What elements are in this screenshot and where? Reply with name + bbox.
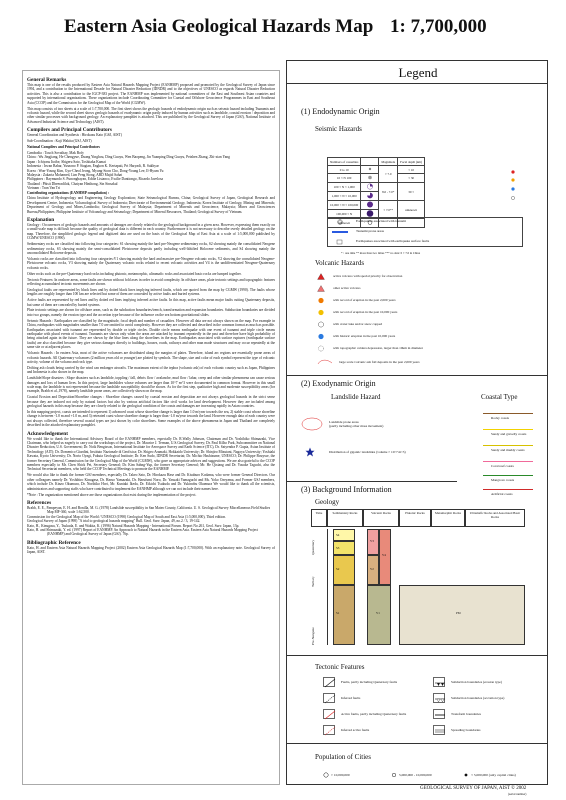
tsunami-quake-icon xyxy=(332,219,348,225)
volcano-active-icon xyxy=(317,285,325,292)
coast-swatch-rocky xyxy=(483,413,533,414)
reference-item: Kato, H. and Shimazaki, Y. ed. (1997) Report of EANHMP. An Approach to Natural Hazards in the Eastern Asia. Eastern Asia Natural Hazards Mapping Project (EANHMP) and Geological Survey of Japan (GSJ). 76p. xyxy=(27,527,259,537)
transform-boundary-icon xyxy=(433,709,445,719)
bibliographic-heading: Bibliographic Reference xyxy=(27,539,81,546)
explanation-paragraph: Sedimentary rocks are classified into following four categories: S1 showing mainly the hard pre-Neogene sedimentary rocks, S2 showing mainly the consolidated Neogene sedimentary rocks, S3 showing mainly the semi-consolidated Pleistocene deposits partly including well-lithified Holocene sediments, and S4 showing mainly the unconsolidated Holocene deposits. xyxy=(27,242,275,255)
coast-label: Artificial coasts xyxy=(491,492,513,496)
remarks-heading: General Remarks xyxy=(27,77,67,83)
quake-symbol-icon xyxy=(361,201,379,210)
reference-item: Geological Survey of Japan (1998) "A trial to geological hazards mapping" Bull. Geol. Surv. Japan, 49, no.2 / 3, 19-142. xyxy=(27,519,201,524)
tsunami-prone-label: Tsunami prone areas xyxy=(356,229,385,233)
geo-unit-v4: V4 xyxy=(379,529,391,585)
geo-header: Volcanic Rocks xyxy=(363,509,399,527)
depth-color-icons xyxy=(509,169,517,201)
population-label: < 5,000,000 (only capital cities) xyxy=(471,773,516,777)
seis-header-depth: Focal depth (km) xyxy=(398,158,425,166)
explanation-paragraph: Drifting ash clouds being carried by the wind can endanger aircrafts. The maximum extent of the tephra (volcanic ash) of each volcanic country such as Japan, Philippines and Indonesia is also shown in the map. xyxy=(27,365,275,375)
section-divider xyxy=(287,481,457,482)
seismic-extra-rows xyxy=(327,217,523,247)
depth-value: 30 < xyxy=(398,183,425,201)
member-item: Indonesia : Irwan Bahar, Yusnono P. Siagian, Engkon K. Kertapati, Pri Haryadi, R. Sukhyar xyxy=(27,164,159,169)
geo-header: Metamorphic Rocks xyxy=(431,509,465,527)
volcano-10000-icon xyxy=(317,309,325,316)
volcano-2000-icon xyxy=(317,297,325,304)
sub-coordination: Sub-Coordination : Kaji Wakita (GSJ, AIST) xyxy=(27,139,92,144)
fault-icon xyxy=(323,677,335,687)
explanation-paragraph: Volcanic Hazards : In eastern Asia, most of the active volcanoes are distributed along the margins of plates. Therefore, island arc regions are essentially prone areas of volcanic hazards. All Quaternary volcanoes (2 million years old or younger) are plotted by symbols. The shape, size and color of each symbol represent the type of volcanic activity, volume of the volcano and rock type. xyxy=(27,351,275,364)
subduction-accretion-icon xyxy=(433,693,445,703)
member-item: Korea : Won-Young Kim, Gyo-Cheol Jeong, Myung-Soon Cho, Dong-Young Lee, Il-Hyum Yu xyxy=(27,168,164,173)
explanation-paragraph: Geology : Occurrences of geologic hazards and amounts of damages are closely related to the geological background in a given area. However, expressing them exactly on a small-scale map is difficult because the quality of geological data is different in each country. Furthermore it is not necessary to describe overly detailed geology on the map. Therefore, the simplified geologic legend and digitized data are used on the basis of the Geological Map of East Asia at a scale of 1:5,000,000 published by CGMW/UNESCO (1990). xyxy=(27,223,275,241)
member-item: Cambodia : Touch Sovathay, Mak Bofy xyxy=(27,150,84,155)
acknowledgement-note: *Note : The organization mentioned above are those organizations that exist during the implementation of the project. xyxy=(27,492,197,497)
population-label: > 10,000,000 xyxy=(331,773,350,777)
gigantic-landslide-label: Distribution of gigantic landslides (volume > 10^7 m^3) xyxy=(329,450,406,454)
geo-unit-v2: V2 xyxy=(367,555,379,585)
seis-header-symbol xyxy=(361,158,379,166)
member-item: Philippines : Raymundo S. Punongbayan, Eddie Listanco, Ewilie Dantiongo, Ricardo Javelosa xyxy=(27,177,163,182)
depth-value: < 30 xyxy=(398,174,425,183)
quake-symbol-icon xyxy=(361,183,379,192)
geo-unit-s3: S3 xyxy=(333,541,355,555)
geo-unit-s2: S2 xyxy=(333,555,355,585)
coast-swatch-artificial xyxy=(483,489,533,490)
explanation-heading: Explanation xyxy=(27,217,55,224)
inferred-active-fault-icon xyxy=(323,725,335,735)
member-item: Vietnam : Tran Van Tri xyxy=(27,186,61,191)
geology-heading: Geology xyxy=(315,498,340,506)
geo-header: Sedimentary Rocks xyxy=(327,509,363,527)
member-item: Malaysia : Zakaria Mohamed, Lim Peng Siong, ABD Majid Sahat xyxy=(27,172,123,177)
map-title: Eastern Asia Geological Hazards Map xyxy=(64,16,374,37)
coast-label: Rocky coasts xyxy=(491,416,509,420)
remarks-paragraph-1: This map is one of the results produced by Eastern Asia Natural Hazards Mapping Project (EANHMP) proposed and promoted by the Geological Survey of Japan since 1994, and a contribution to the International Decade for Natural Disaster Reduction (IDNDR) and to the objectives of UNESCO as regards Natural Disaster Reduction activities. This is also a contribution to the IGCP-383 project. The EANHMP was implemented by national committees of the East and Southeast Asian countries and supported by international organizations. These organizations include Coordinating Committee for Coastal and Offshore Geoscience Programmes in East and Southeast Asia (CCOP) and the Commission for the Geological Map of the World (CGMW). xyxy=(27,83,275,105)
remarks-paragraph-2: This map consists of two sheets at a scale of 1:7,700,000. The first sheet shows the geologic hazards of endodynamic origin such as seismic hazard including Tsunamis and volcanic hazard, while the second sheet shows geologic hazards of exodynamic origin partly induced by human activities such as landslide, coastal erosion / deposition and other similar processes with background geology. An explanatory pamphlet is attached. This are published by the Geological Survey of Japan (GSJ), National Institute of Advanced Industrial Science and Technology (AIST). xyxy=(27,106,275,124)
geo-unit-v3: V3 xyxy=(367,529,379,555)
city-large-icon xyxy=(323,772,329,778)
explanation-paragraph: Coastal Erosion and Deposition/Shoreline changes : Shoreline changes caused by coastal erosion and deposition are not always geological hazards in the strict sense because they are induced not only by natural factors but also by various artificial factors like civil works for land development. However they are included among geological hazards in this map because they are closely related to the geological condition of the coasts and damages are increasing rapidly in Asian countries. xyxy=(27,395,275,409)
section-divider xyxy=(287,743,548,744)
tsunami-quake-label: Earthquakes associated with tsunami xyxy=(356,219,406,223)
general-coordination: General Coordination and Synthesis : Hirokazu Kato (GSJ, AIST) xyxy=(27,133,122,138)
member-item: China : Wu Jingjiang, He Chengyue, Duang Yinghou, Ding Guoyu, Wen Baopeng, Jin Yuanping Ding Guoyu, Peizhen Zhang, Zhi-xian Yang xyxy=(27,155,230,160)
contrib-heading: Contributing organizations (EANHMP compilation) : xyxy=(27,190,110,195)
reference-item: Kato, H., Kinugasa, Y., Tsukuda, E. and Wakita, K. (1996) Natural Hazards Mapping - International Forum. Report No.261, Geol. Surv. Japan, 13p. xyxy=(27,523,240,528)
geo-unit-v1: V1 xyxy=(367,585,391,645)
casualty-value: 10 < N 100 xyxy=(328,174,361,183)
coast-swatch-sandy-mud xyxy=(483,445,533,446)
caldera-icon xyxy=(317,345,325,352)
member-item: Japan : Ichiyasu Itoibe, Shigeru Sato, Toshitaka Kamai xyxy=(27,159,106,164)
landslide-prone-icon xyxy=(301,417,323,431)
bibliographic-text: Kato, H. and Eastern Asia Natural Hazards Mapping Project (2002) Eastern Asia Geological Hazards Map (1:7,700,000). With an explanatory note. Geological Survey of Japan, AIST. xyxy=(27,545,275,555)
gigantic-landslide-icon xyxy=(305,447,315,457)
geology-legend-chart xyxy=(311,509,537,649)
explanation-paragraph: Geological faults are represented by black lines and by dotted black lines implying inferred faults, which are quoted from the map by CGMW (1990). The faults whose lengths are roughly longer than 100 km are selected but some of them are concealed by active faults and buried systems. xyxy=(27,287,275,297)
acknowledgement-text-2: We would also like to thank the former GSJ members, especially Dr. Takeo Sato, Dr. Hirokazu Hase and Dr. Kisaburo Kodama, who were former General Directors. Our other colleagues namely Dr. Yoshihiro Kinugasa, Dr. Haruo Yamazaki, Dr. Harufumi Noro, Dr. Yasuaki Yamaguchi and Ms. Yoko Ozeyama, and Former GSJ members, which include Dr. Kinzo Okumura, Dr. Norihiko Hori, Mr. Kuniaki Ikeda, Dr. Eikichi Tsukuda and Dr. Yukinobu Okamura We would like to thank all the scientists, administrators and supporting staffs who have contributed to implement the EANHMP although we can not include their names here. xyxy=(27,473,275,491)
explanation-paragraph: Seismic Hazards : Earthquakes are classified by the magnitude, focal depth and number of casualties. However all data are not always shown on the map. For example in China, earthquakes with magnitudes smaller than 7.0 are omitted to avoid complexity. However they are collected and described in the common format as much as possible. Earthquakes associated with tsunami are represented by double or triple circles. Double circle means earthquake with one event of tsunami and triple circle means earthquake with plural events of tsunami. Tsunamis are shown only when the areas are attacked by tsunami repeatedly in the past and therefore have high probability of being attacked again in the future. They are shown by the blue lines along the shorelines in the map. Earthquakes associated with surface ruptures (earthquake surface faults) are also classified because they give serious damages directly to buildings, houses, roads, railways and other man made structures and may occur repeatedly at the same site or at adjacent places. xyxy=(27,318,275,350)
casualty-value: 100 < N < 1,000 xyxy=(328,183,361,192)
casualty-value: unknown xyxy=(328,219,361,228)
legend-divider xyxy=(287,83,548,84)
geo-header: Plutonic Rocks xyxy=(399,509,431,527)
city-medium-icon xyxy=(391,772,397,778)
volcanic-heading: Volcanic Hazards xyxy=(315,259,365,267)
national-compilers-heading: National Compilers and Principal Contributors xyxy=(27,144,100,149)
geo-header: Time xyxy=(311,509,327,527)
coastal-heading: Coastal Type xyxy=(481,393,518,401)
section-divider xyxy=(287,655,548,656)
map-scale: 1: 7,700,000 xyxy=(390,16,487,37)
casualty-value: 10,000 < N < 100,000 xyxy=(328,201,361,210)
contrib-text: China Institute of Hydrogeology and Engineering Geology Exploration; State Seismological Bureau, China; Geological Survey of Japan, Geological Research and Development Centre, Indonesia; Volcanological Survey of Indonesia; Directorate of Environmental Geology, Indonesia; Korea Institute of Geology, Mining and Minerals; Department of Geology and Mines,Cambodia; Geological Survey of Malaysia; Department of Minerals and Geoscience, Malaysia; Mines and Geosciences Bureau,Philippines; Philippine Institute of Volcanology and Seismology; Department of Mineral Resources, Thailand; Geological Survey of Vietnam. xyxy=(27,196,275,214)
geo-unit-s1: S1 xyxy=(333,585,355,645)
magnitude-value: 8.0 - 7.0* xyxy=(379,183,398,201)
explanation-paragraph: Plate tectonic settings are shown for offshore areas, such as the subduction boundaries/trench, transformation and expansion boundaries. Subduction boundaries are divided into two groups, namely the erosion type and the accretion type because of the influence on the sea bottom gravitational slides. xyxy=(27,308,275,317)
active-fault-icon xyxy=(323,709,335,719)
section-divider xyxy=(287,375,548,376)
coast-label: Sandy and gravelly coasts xyxy=(491,432,527,436)
explanation-paragraph: Tectonic Features: In onshore areas, some faults are shown without fold axes in order to avoid complexity. In offshore areas, plate tectonic settings and topographic features reflecting accumulated tectonic movements are shown. xyxy=(27,277,275,286)
serial-number: (serial number) xyxy=(508,792,527,796)
endodynamic-heading: (1) Endodynamic Origin xyxy=(301,107,380,116)
reference-item: Brabb, E. E., Pampeyan, E. H. and Bonilla, M. G. (1978) Landslide susceptibility in San Mateo County, California. U. S. Geological Survey Miscellaneous Field Studies Map MF-360, scale 1:62,500. xyxy=(27,505,271,515)
tsunami-line-icon xyxy=(332,231,348,233)
explanation-paragraph: Landslide/Slope disasters : Slope disasters such as landslide, toppling / fall, debris flow / avalanche, mud flow / lahar, creep and other similar phenomena can cause serious damages and loss of human lives. In this project, large landslides whose volumes are larger than 10^7 m^3 were documented in common format. However in this small scale map, the landslide is not represented because the landslide susceptibility should be shown. As for the first step, qualitative high and moderate susceptibility areas (for example, Brabb et al.,1978), namely landslide prone areas, are collectively shown on the map. xyxy=(27,376,275,394)
acknowledgement-heading: Acknowledgement xyxy=(27,430,68,437)
geo-age-label: Quaternary xyxy=(311,539,315,555)
casualty-value: 100,000 < N xyxy=(328,210,361,219)
volcano-priority-icon xyxy=(317,273,325,280)
member-list xyxy=(27,151,275,191)
coast-label: Sandy and muddy coasts xyxy=(491,448,525,452)
compilers-heading: Compilers and Principal Contributors xyxy=(27,127,112,134)
casualty-value: 1,000 < N < 10,000 xyxy=(328,192,361,201)
magnitude-value: < 7.0** xyxy=(379,201,398,219)
quake-symbol-icon xyxy=(361,174,379,183)
explanatory-text-panel xyxy=(22,70,280,785)
references-heading: References xyxy=(27,499,52,506)
legend-panel: Legend (1) Endodynamic Origin Seismic Hazards Numbers of casualties Magnitude Focal depth (km) 0 to 10 > 7.0 < 10 10 < N 100 < 30 100 < N < 1,000 8.0 - 7.0* 30 < 1,000 < N < 10,000 10,000 < N < 100,000 < 7.0** unknown 100,000 < N unknown Earthquakes associated with tsunami Tsunami prone areas Earthquakes associated with earthquake surface faults * : one time ** more than two times *** no data: 0 > 7.0 in China Volcanic Hazards active volcano with special priority for observation other active volcano with record of eruption in the past 2,000 years with record of eruption in the past 10,000 years with crater lake and/or snow capped with historic eruption in the past 10,000 years with topographic caldera depression, larger than 10km in diameter large scale volcanic ash fall deposits in the past 2,000 years (2) Exodynamic Origin Landslide Hazard Coastal Type Landslide prone areas (partly including other mass movement) Distribution of gigantic landslides (volume > 10^7 m^3) Rocky coasts Sandy and gravelly coasts Sandy and muddy coasts Coral reef coasts Mangrove coasts Artificial coasts (3) Background Information Geology Time Sedimentary Rocks Volcanic Rocks Plutonic Rocks Metamorphic Rocks Ultramafic Rocks and Associated Basic Rocks Quaternary Tertiary Pre-Neogene S4 S3 S2 S1 V3 V4 V2 V1 PM Tectonic Features Faults, partly including Quaternary faults Inferred faults Active faults, partly including Quaternary faults Inferred active faults Subduction boundaries (erosion type) Subduction boundaries (accretion type) Transform boundaries Spreading boundaries Population of Cities > 10,000,000 5,000,000 - 10,000,000 < 5,000,000 (only capital cities) xyxy=(286,60,548,785)
geo-header: Ultramafic Rocks and Associated Basic Rocks xyxy=(465,509,525,527)
coast-swatch-mangrove xyxy=(483,475,533,476)
coast-swatch-sandy-gravel xyxy=(483,429,533,430)
explanation-paragraph: Volcanic rocks are classified into following four categories:V1 showing mainly the hard and massive pre-Neogene volcanic rocks, V2 showing the consolidated Neogene-Pleistocene volcanic rocks, V3 showing mainly the Quaternary volcanic rocks related to recent volcanic activities and V4 is the undifferentiated Neogene-Quaternary volcanic rocks. xyxy=(27,256,275,270)
geo-age-label: Tertiary xyxy=(311,576,315,587)
depth-value: unknown xyxy=(398,201,425,219)
magnitude-value: > 7.0 xyxy=(379,166,398,183)
geo-unit-s4: S4 xyxy=(333,529,355,541)
member-item: Thailand : Phisit Dheeradilok, Chaiyan Hinthong, Sin Sinsakul xyxy=(27,181,118,186)
legend-title: Legend xyxy=(398,65,438,80)
population-heading: Population of Cities xyxy=(315,753,371,761)
explanation-paragraph: In this mapping project, coasts are intended to represent 1) advanced coast whose shoreline change is larger than 1.0 m/year towards the sea, 2) stable coast whose shoreline change is between -1.0 m and +1.0 m, and 3) retreated coast whose shoreline change is larger than -1.0 m/year towards the land. However enough data of each country were not always collected, therefore several coastal types are just shown by color shorelines. Some examples of the above phenomena in Japan and Thailand are completely described in the attached explanatory pamphlet. xyxy=(27,410,275,428)
inferred-fault-icon xyxy=(323,693,335,703)
geo-age-label: Pre-Neogene xyxy=(311,627,315,645)
seis-header-casualties: Numbers of casualties xyxy=(328,158,361,166)
quake-symbol-icon xyxy=(361,166,379,174)
population-label: 5,000,000 - 10,000,000 xyxy=(399,773,432,777)
publisher-footer: GEOLOGICAL SURVEY OF JAPAN, AIST © 2002 xyxy=(420,786,527,791)
surface-fault-label: Earthquakes associated with earthquake surface faults xyxy=(356,239,430,243)
coast-label: Coral reef coasts xyxy=(491,464,514,468)
city-capital-icon xyxy=(463,772,469,778)
coast-swatch-coral xyxy=(483,461,533,462)
subduction-erosion-icon xyxy=(433,677,445,687)
reference-item: Commission for the Geological Map of the World / UNESCO (1990) Geological Map of South and East Asia (1:5,000,000), Third edition. xyxy=(27,514,227,519)
ash-fall-icon xyxy=(317,359,333,366)
seis-header-magnitude: Magnitude xyxy=(379,158,398,166)
volcano-historic-icon xyxy=(317,333,325,340)
landslide-heading: Landslide Hazard xyxy=(331,393,381,401)
tectonic-heading: Tectonic Features xyxy=(315,663,365,671)
exodynamic-heading: (2) Exodynamic Origin xyxy=(301,379,376,388)
casualty-value: 0 to 10 xyxy=(328,166,361,174)
explanation-paragraph: Other rocks such as the pre-Quaternary hard rocks including plutonic, metamorphic, ultramafic rocks and associated basic rocks are lumped together. xyxy=(27,271,242,276)
surface-fault-icon xyxy=(332,239,348,245)
quake-symbol-icon xyxy=(361,192,379,201)
explanation-paragraph: Active faults are represented by red lines and by dotted red lines implying inferred active faults. In this map, active faults mean major faults cutting Quaternary deposits, but some of them are concealed by buried systems. xyxy=(27,298,275,307)
seismic-heading: Seismic Hazards xyxy=(315,125,362,133)
depth-value: < 10 xyxy=(398,166,425,174)
geo-unit-pm: PM xyxy=(399,585,525,645)
header xyxy=(0,0,566,60)
seismic-note: * : one time ** more than two times *** no data: 0 > 7.0 in China xyxy=(341,251,421,255)
landslide-prone-label: Landslide prone areas (partly including other mass movement) xyxy=(329,420,384,428)
acknowledgement-text: We would like to thank the International Advisory Board of the EANHMP members, especially Dr. R.Wally Johnson, Chairman and Dr. Yoshihiko Shimazaki, Vice Chairman, who helped us eagerly to carry out the workshops of the project, Dr. Maurice J. Terman, U.S.Geological Survey; Dr. Paul Kilho Park, Subcommittee on National Disaster Reduction, U.S. Government; Dr. Noik Bengtsson, International Institute for Aerospace Survey and Earth Science (ITC), Dr. Satyendra P. Gupta, Asian Institute of Technology (AIT); Dr. Domenico Giardini, Instituto Nazionale di Geofisica; Dr. Shigeo Aramaki, Hokkaido University; Dr. Shinjiro Mizutani, Nagoya University; Yoshiaki Kawata, Kyoto University; Dr. Norio Oyagi, Fukuta Geological Institute; Dr. Ken Sudo, IDNDR Secretariat; Dr. Michio Hashizume, UNESCO; Dr. Philippe Bouysse, the former Secretary General, Commission for the Geological Map of the World (CGMW), who gave us appropriate advices and suggestions. We are also grateful to the CCOP members especially to Mr. Chen Shick Pei, Secretary General; Dr. Kim Sahng-Yup, the former Secretary General; Mr. He Qixiang and Dr. Yusuke Taguchi, also the Technical Secretariat members, who held the CCOP Technical Meetings to promote the EANHMP. xyxy=(27,436,275,472)
background-heading: (3) Background Information xyxy=(301,485,392,494)
volcano-crater-lake-icon xyxy=(317,321,325,328)
coast-label: Mangrove coasts xyxy=(491,478,515,482)
spreading-boundary-icon xyxy=(433,725,445,735)
